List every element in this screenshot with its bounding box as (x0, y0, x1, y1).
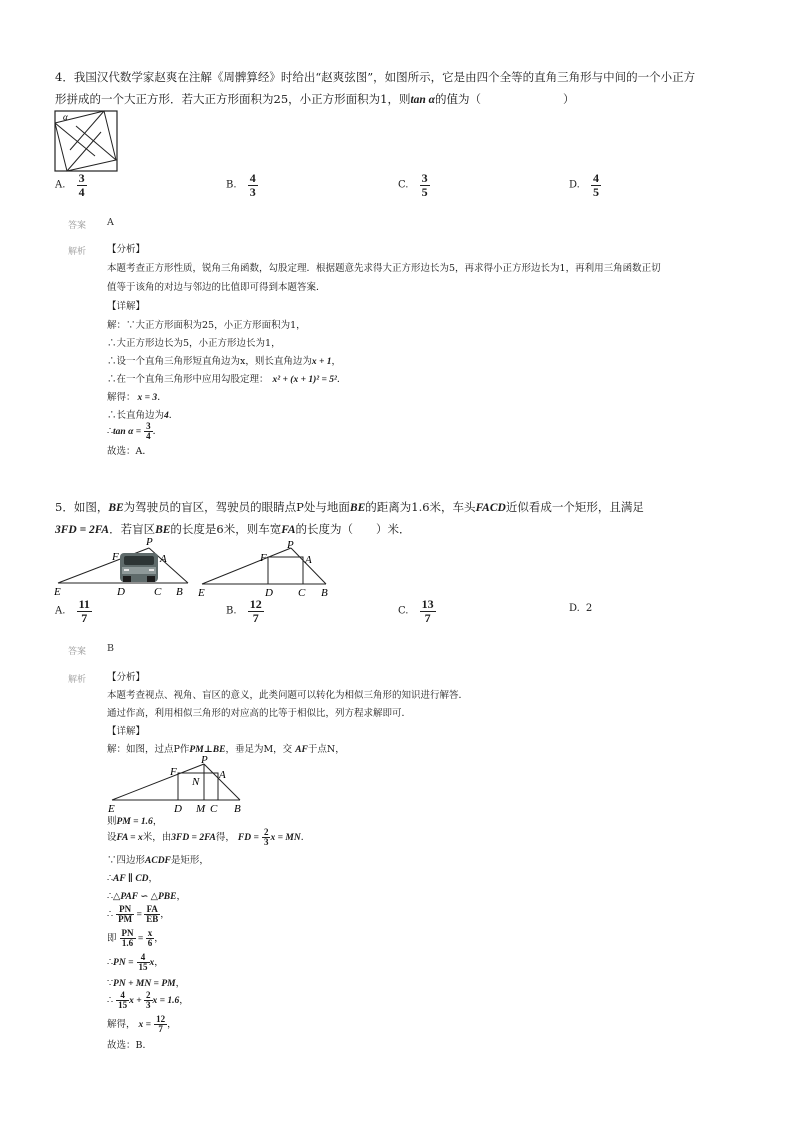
q4-final: 故选：A． (107, 446, 152, 457)
svg-text:B: B (321, 587, 328, 598)
svg-text:E: E (198, 587, 205, 598)
q4-detail-line: ∴tan α = $\frac{3}{4}$ ． (107, 420, 163, 441)
q4-detail-line: 解：∵大正方形面积为25，小正方形面积为1， (107, 320, 306, 331)
q5-analysis-label: 解析 (68, 675, 87, 685)
q5-detail-head: 【详解】 (107, 726, 146, 737)
svg-text:D: D (117, 586, 125, 598)
q5-analysis-line: 通过作高，利用相似三角形的对应高的比等于相似比，列方程求解即可． (107, 708, 412, 719)
q5-detail-line: ∵PN + MN = PM， (107, 978, 186, 989)
q5-analysis-line: 本题考查视点、视角、盲区的意义，此类问题可以转化为相似三角形的知识进行解答． (107, 690, 469, 701)
q5-stem-line2: 3FD = 2FA．若盲区BE的长度是6米，则车宽FA的长度为（ ）米． (55, 522, 411, 536)
q5-option-c: C. $\frac{13}{7}$ (398, 597, 434, 625)
q5-final: 故选：B． (107, 1040, 152, 1051)
svg-text:N: N (192, 776, 200, 788)
svg-text:A: A (219, 769, 226, 781)
q5-stem-line1: 5．如图，BE为驾驶员的盲区，驾驶员的眼睛点P处与地面BE的距离为1.6米，车头FACD近似看成一个矩形，且满足 (55, 500, 644, 514)
q4-option-c: C. $\frac{3}{5}$ (398, 171, 428, 199)
svg-text:D: D (174, 803, 182, 814)
q5-detail-line: ∴ $\frac{4}{15}$ x + $\frac{2}{3}$ x = 1.6， (107, 989, 189, 1010)
svg-text:M: M (196, 803, 206, 814)
q5-detail-line: ∴AF ∥ CD， (107, 873, 159, 884)
q4-answer: A (107, 217, 114, 228)
q5-detail-line: 设FA = x米，由3FD = 2FA得， FD = $\frac{2}{3}$ x = MN． (107, 826, 311, 847)
q4-stem-line1: 4．我国汉代数学家赵爽在注解《周髀算经》时给出“赵爽弦图”，如图所示，它是由四个全等的直角三角形与中间的一个小正方 (55, 70, 696, 84)
svg-text:F: F (260, 552, 267, 564)
svg-text:F: F (170, 766, 177, 778)
q4-stem-line2: 形拼成的一个大正方形．若大正方形面积为25，小正方形面积为1，则tan α的值为（ ） (55, 92, 575, 106)
svg-text:A: A (305, 554, 312, 566)
q5-detail-line: 即 $\frac{PN}{1.6}$ = $\frac{x}{6}$ ， (107, 927, 164, 948)
q4-detail-line: ∴设一个直角三角形短直角边为x，则长直角边为x + 1， (107, 356, 342, 367)
svg-text:F: F (112, 551, 119, 563)
q4-analysis-head: 【分析】 (107, 244, 146, 255)
q4-detail-line: ∴大正方形边长为5，小正方形边长为1， (107, 338, 281, 349)
svg-text:P: P (146, 536, 153, 548)
q5-option-d: D. 2 (569, 603, 593, 614)
svg-text:A: A (160, 553, 167, 565)
svg-text:C: C (154, 586, 162, 598)
q5-answer-label: 答案 (68, 647, 87, 657)
q5-detail-line: 解得， x = $\frac{12}{7}$ ， (107, 1013, 177, 1034)
q5-detail-line: ∴ $\frac{PN}{PM}$ = $\frac{FA}{EB}$ ， (107, 903, 170, 924)
q5-option-a: A. $\frac{11}{7}$ (55, 597, 90, 625)
q5-detail-line: ∴PN = $\frac{4}{15}$ x， (107, 951, 164, 972)
q4-analysis-label: 解析 (68, 247, 87, 257)
blind-zone-geometry-figure (198, 540, 338, 598)
svg-text:B: B (176, 586, 183, 598)
q4-option-a: A. $\frac{3}{4}$ (55, 171, 85, 199)
svg-text:D: D (265, 587, 273, 598)
q5-detail-line: 解：如图，过点P作PM⊥BE，垂足为M，交 AF于点N， (107, 744, 345, 755)
svg-text:C: C (298, 587, 306, 598)
q4-option-d: D. $\frac{4}{5}$ (569, 171, 600, 199)
q5-detail-line: ∵四边形ACDF是矩形， (107, 855, 209, 866)
q5-option-b: B. $\frac{12}{7}$ (226, 597, 262, 625)
q5-analysis-head: 【分析】 (107, 672, 146, 683)
solution-figure (106, 754, 256, 814)
q4-analysis-line: 本题考查正方形性质，锐角三角函数，勾股定理．根据题意先求得大正方形边长为5，再求得小正方形边长为1，再利用三角函数正切 (107, 263, 661, 274)
svg-text:C: C (210, 803, 218, 814)
q4-analysis-line: 值等于该角的对边与邻边的比值即可得到本题答案． (107, 282, 326, 293)
q4-option-b: B. $\frac{4}{3}$ (226, 171, 256, 199)
q5-detail-line: 则PM = 1.6， (107, 816, 163, 827)
q4-detail-head: 【详解】 (107, 301, 146, 312)
q4-detail-line: ∴长直角边为4． (107, 410, 179, 421)
svg-text:B: B (234, 803, 241, 814)
q4-detail-line: 解得： x = 3． (107, 392, 167, 403)
svg-text:P: P (287, 540, 294, 551)
svg-text:P: P (201, 754, 208, 766)
q5-detail-line: ∴△PAF ∽ △PBE， (107, 891, 186, 902)
q4-answer-label: 答案 (68, 221, 87, 231)
car-image (120, 553, 158, 582)
svg-text:E: E (54, 586, 61, 598)
alpha-label: α (63, 112, 68, 122)
blind-zone-car-figure (54, 536, 194, 598)
q5-answer: B (107, 643, 114, 654)
zhao-shuang-diagram (54, 110, 120, 174)
svg-text:E: E (108, 803, 115, 814)
q4-detail-line: ∴在一个直角三角形中应用勾股定理： x² + (x + 1)² = 5²． (107, 374, 347, 385)
